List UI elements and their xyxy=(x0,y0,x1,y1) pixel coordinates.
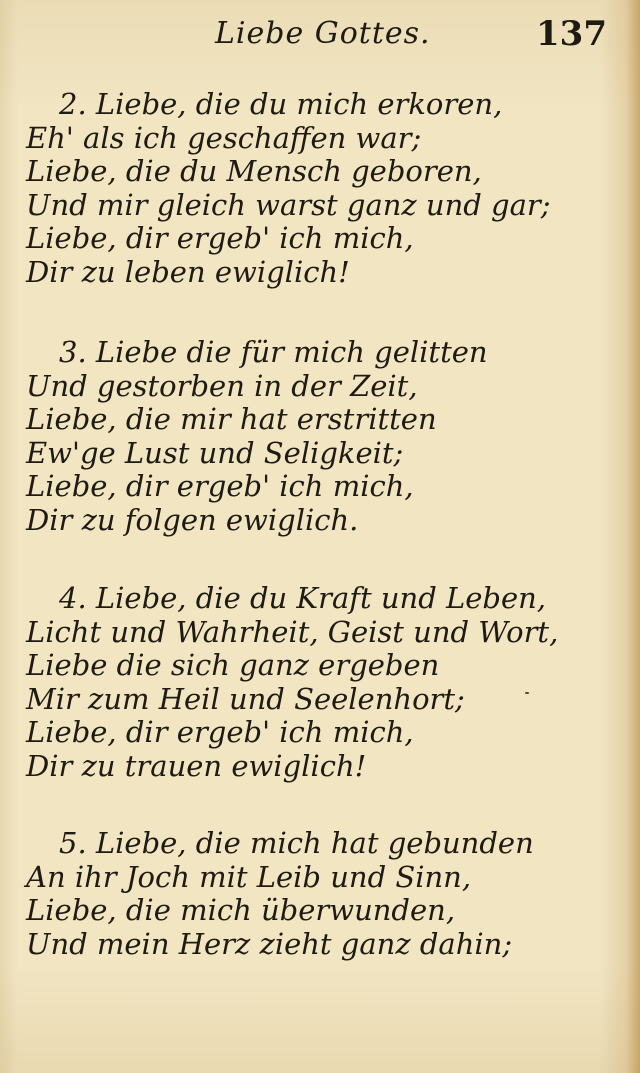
verse-2 xyxy=(26,88,551,289)
running-title: Liebe Gottes. xyxy=(215,16,431,51)
verse-line: Liebe, die mir hat erstritten xyxy=(26,402,437,436)
verse-line: 2. Liebe, die du mich erkoren, xyxy=(59,87,503,121)
verse-line: Ew'ge Lust und Seligkeit; xyxy=(26,435,404,470)
verse-line: 5. Liebe, die mich hat gebunden xyxy=(59,826,534,860)
page-number: 137 xyxy=(536,14,607,54)
verse-line: Liebe, die mich überwunden, xyxy=(26,893,456,927)
verse-5 xyxy=(26,827,534,961)
verse-line: Und mir gleich warst ganz und gar; xyxy=(26,187,551,222)
verse-3 xyxy=(26,336,488,537)
verse-line: An ihr Joch mit Leib und Sinn, xyxy=(26,859,472,894)
verse-line: Dir zu trauen ewiglich! xyxy=(26,748,367,783)
verse-4 xyxy=(26,582,558,783)
ink-speck xyxy=(525,692,529,694)
verse-line: Und mein Herz zieht ganz dahin; xyxy=(26,926,513,961)
verse-line: Liebe, dir ergeb' ich mich, xyxy=(26,715,414,749)
verse-line: Mir zum Heil und Seelenhort; xyxy=(26,681,465,716)
verse-line: Und gestorben in der Zeit, xyxy=(26,368,418,403)
verse-line: Eh' als ich geschaffen war; xyxy=(26,120,422,155)
verse-line: 3. Liebe die für mich gelitten xyxy=(59,335,488,369)
verse-line: Liebe, die du Mensch geboren, xyxy=(26,154,482,188)
page-header xyxy=(0,14,640,64)
verse-line: Dir zu folgen ewiglich. xyxy=(26,502,359,537)
verse-line: Liebe die sich ganz ergeben xyxy=(26,648,440,682)
verse-line: Liebe, dir ergeb' ich mich, xyxy=(26,469,414,503)
verse-line: Dir zu leben ewiglich! xyxy=(26,254,350,289)
verse-line: Liebe, dir ergeb' ich mich, xyxy=(26,221,414,255)
verse-line: Licht und Wahrheit, Geist und Wort, xyxy=(26,614,559,649)
verse-line: 4. Liebe, die du Kraft und Leben, xyxy=(59,581,547,615)
